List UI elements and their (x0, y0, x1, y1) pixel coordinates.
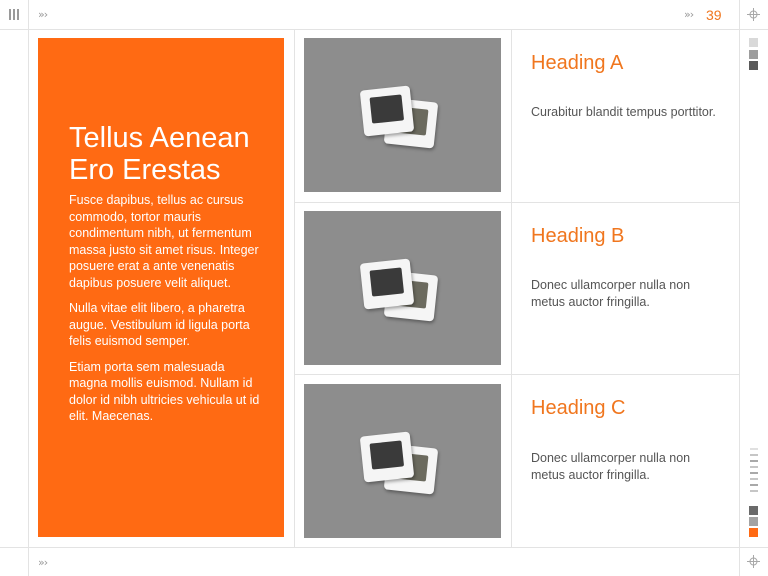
slides-icon (358, 82, 448, 152)
scroll-tick (750, 478, 758, 480)
double-chevron-right-icon[interactable]: »› (684, 8, 694, 21)
panel-paragraph: Nulla vitae elit libero, a pharetra augue. Vestibulum id ligula porta felis euismod semper. (69, 301, 250, 348)
double-chevron-right-icon[interactable]: »› (38, 8, 48, 21)
bottom-rule (0, 547, 768, 548)
item-heading: Heading B (531, 225, 625, 247)
color-swatch[interactable] (749, 517, 758, 526)
item-heading: Heading C (531, 397, 626, 419)
double-chevron-right-icon[interactable]: »› (38, 556, 48, 569)
menu-icon[interactable] (9, 9, 19, 20)
column-divider (294, 29, 295, 547)
scroll-tick (750, 454, 758, 456)
color-swatch[interactable] (749, 50, 758, 59)
color-swatch[interactable] (749, 506, 758, 515)
item-heading: Heading A (531, 52, 624, 74)
column-divider (511, 29, 512, 547)
panel-title-line: Ero Erestas (69, 154, 221, 186)
photo-placeholder[interactable] (304, 384, 501, 538)
slides-icon (358, 255, 448, 325)
color-swatch[interactable] (749, 38, 758, 47)
crosshair-icon[interactable] (747, 555, 760, 568)
scroll-tick (750, 472, 758, 474)
item-description: Donec ullamcorper nulla non metus auctor fringilla. (531, 451, 691, 482)
page-number: 39 (706, 7, 722, 23)
photo-placeholder[interactable] (304, 38, 501, 192)
row-divider (294, 374, 739, 375)
right-rule (739, 0, 740, 576)
scroll-tick (750, 490, 758, 492)
color-swatch[interactable] (749, 528, 758, 537)
item-description: Curabitur blandit tempus porttitor. (531, 105, 716, 119)
scroll-tick (750, 466, 758, 468)
panel-paragraph: Etiam porta sem malesuada magna mollis euismod. Nullam id dolor id nibh ultricies vehicula ut id elit. Maecenas. (69, 359, 260, 423)
scroll-tick (750, 460, 758, 462)
slides-icon (358, 428, 448, 498)
scroll-tick (750, 484, 758, 486)
scroll-tick (750, 448, 758, 450)
left-rule (28, 0, 29, 576)
row-divider (294, 202, 739, 203)
top-rule (0, 29, 768, 30)
item-description: Donec ullamcorper nulla non metus auctor fringilla. (531, 278, 691, 309)
photo-placeholder[interactable] (304, 211, 501, 365)
crosshair-icon[interactable] (747, 8, 760, 21)
panel-title (69, 122, 260, 186)
panel-title-line: Tellus Aenean (69, 122, 250, 154)
panel-paragraph: Fusce dapibus, tellus ac cursus commodo, tortor mauris condimentum nibh, ut fermentum massa justo sit amet risus. Integer posuere erat a ante venenatis dapibus posuere velit aliquet. (69, 193, 259, 290)
feature-panel (38, 38, 284, 537)
color-swatch[interactable] (749, 61, 758, 70)
